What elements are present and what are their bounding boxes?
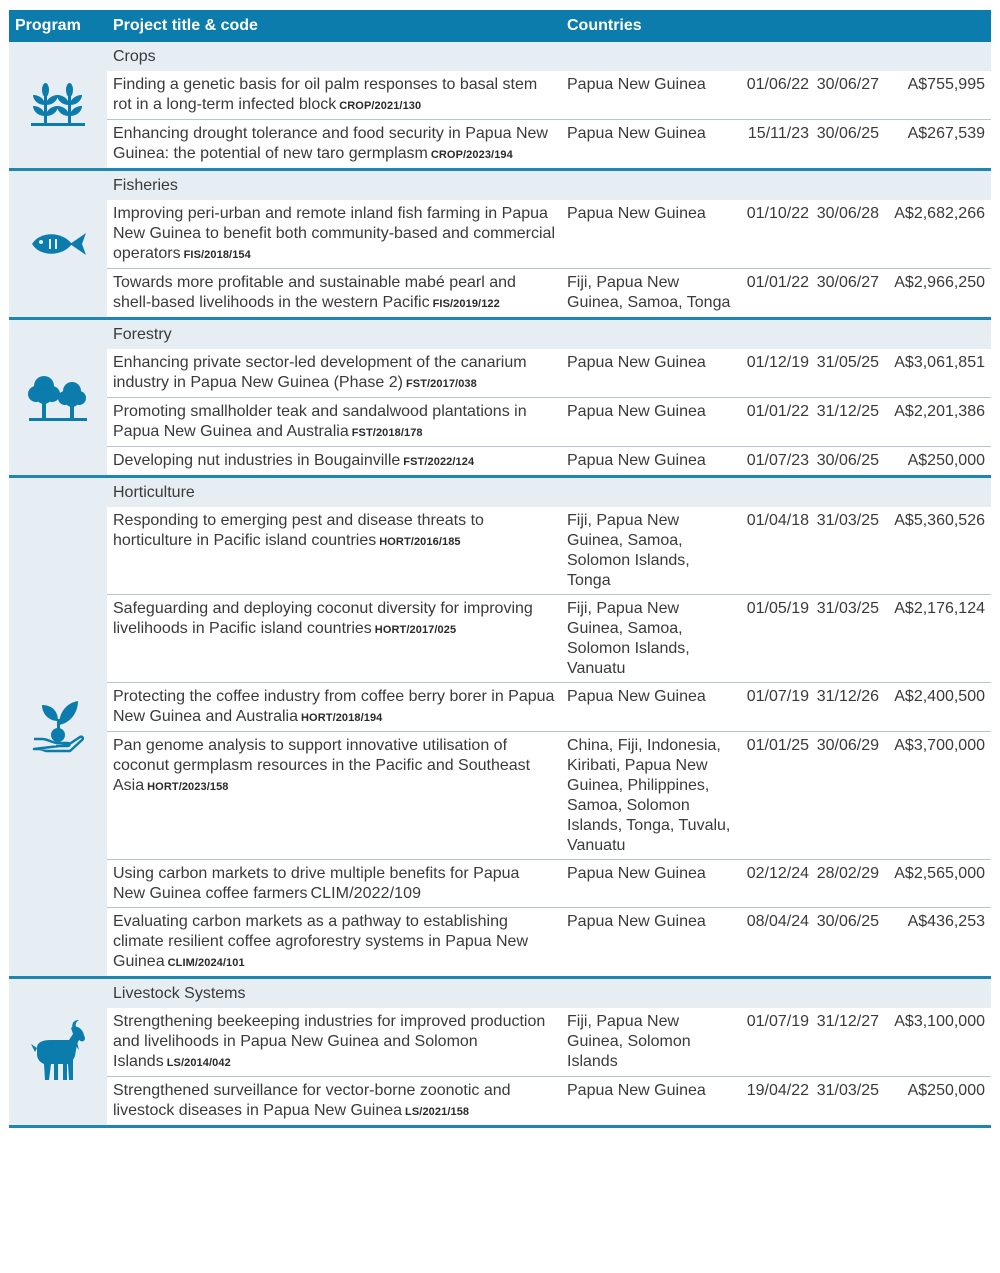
start-date-cell: 01/01/25 — [739, 732, 811, 860]
project-title-cell — [107, 398, 561, 447]
start-date-cell: 01/05/19 — [739, 595, 811, 683]
end-date-cell: 30/06/25 — [811, 908, 881, 978]
table-row — [9, 1008, 991, 1077]
header-title: Project title & code — [107, 10, 561, 42]
project-title-cell — [107, 683, 561, 732]
project-code: CROP/2021/130 — [339, 100, 422, 112]
project-code: HORT/2023/158 — [147, 781, 229, 793]
countries-cell: Papua New Guinea — [561, 860, 739, 908]
start-date-cell: 01/01/22 — [739, 269, 811, 319]
project-title-cell — [107, 269, 561, 319]
end-date-cell: 31/03/25 — [811, 595, 881, 683]
program-icon-cell — [9, 42, 107, 170]
countries-cell: Papua New Guinea — [561, 447, 739, 477]
project-title: Pan genome analysis to support innovative utilisation of coconut germplasm resources in the Pacific and Southeast Asia — [113, 737, 531, 794]
project-title: Finding a genetic basis for oil palm responses to basal stem rot in a long-term infected block — [113, 76, 538, 113]
countries-cell: Papua New Guinea — [561, 398, 739, 447]
header-amount — [881, 10, 991, 42]
fish-icon — [9, 231, 107, 257]
table-row — [9, 732, 991, 860]
project-title-cell — [107, 200, 561, 269]
amount-cell: A$3,100,000 — [894, 1013, 985, 1030]
program-icon-cell — [9, 170, 107, 319]
project-title-cell — [107, 507, 561, 595]
table-row — [9, 1077, 991, 1127]
amount-cell: A$755,995 — [907, 76, 985, 93]
countries-cell: Fiji, Papua New Guinea, Samoa, Tonga — [561, 269, 739, 319]
start-date-cell: 01/07/19 — [739, 683, 811, 732]
end-date-cell: 30/06/27 — [816, 76, 879, 93]
header-countries: Countries — [561, 10, 739, 42]
table-row — [9, 860, 991, 908]
amount-cell: A$267,539 — [881, 120, 991, 170]
end-date-cell: 31/03/25 — [816, 512, 879, 529]
project-title: Evaluating carbon markets as a pathway to establishing climate resilient coffee agroforestry systems in Papua New Guinea — [113, 913, 528, 970]
project-code: FST/2022/124 — [403, 456, 475, 468]
goat-icon — [9, 1020, 107, 1084]
amount-cell: A$2,176,124 — [881, 595, 991, 683]
end-date-cell: 30/06/25 — [811, 447, 881, 477]
amount-cell: A$2,682,266 — [894, 205, 985, 222]
table-row — [9, 269, 991, 319]
program-heading-row — [9, 42, 991, 71]
amount-cell: A$3,700,000 — [881, 732, 991, 860]
end-date-cell: 31/12/26 — [811, 683, 881, 732]
program-name: Livestock Systems — [107, 978, 991, 1009]
project-title-cell — [107, 120, 561, 170]
project-code: HORT/2018/194 — [301, 712, 383, 724]
countries-cell: Papua New Guinea — [561, 1077, 739, 1127]
program-name: Horticulture — [107, 477, 991, 508]
program-name: Forestry — [107, 319, 991, 350]
project-title-cell — [107, 447, 561, 477]
amount-cell: A$3,061,851 — [894, 354, 985, 371]
start-date-cell: 15/11/23 — [739, 120, 811, 170]
program-name: Crops — [107, 42, 991, 71]
project-code: LS/2021/158 — [405, 1106, 470, 1118]
trees-icon — [9, 374, 107, 422]
amount-cell: A$2,966,250 — [881, 269, 991, 319]
table-header — [9, 10, 991, 42]
table-row — [9, 71, 991, 120]
table-row — [9, 398, 991, 447]
end-date-cell: 30/06/28 — [816, 205, 879, 222]
table-row — [9, 349, 991, 398]
project-code: CLIM/2024/101 — [167, 957, 245, 969]
project-title: Enhancing drought tolerance and food security in Papua New Guinea: the potential of new taro germplasm — [113, 125, 548, 162]
countries-cell: Papua New Guinea — [561, 683, 739, 732]
project-code: FST/2018/178 — [351, 427, 423, 439]
program-heading-row — [9, 170, 991, 201]
countries-cell: Papua New Guinea — [567, 205, 706, 222]
table-row — [9, 908, 991, 978]
table-row — [9, 447, 991, 477]
amount-cell: A$2,400,500 — [881, 683, 991, 732]
end-date-cell: 30/06/27 — [811, 269, 881, 319]
end-date-cell: 31/12/25 — [811, 398, 881, 447]
project-title-cell — [107, 1077, 561, 1127]
start-date-cell: 01/07/23 — [739, 447, 811, 477]
amount-cell: A$436,253 — [881, 908, 991, 978]
project-code: HORT/2017/025 — [374, 624, 457, 636]
project-code: CROP/2023/194 — [430, 149, 513, 161]
countries-cell: Fiji, Papua New Guinea, Samoa, Solomon Islands, Tonga — [567, 512, 690, 589]
project-title-cell — [107, 349, 561, 398]
program-heading-row — [9, 477, 991, 508]
start-date-cell: 19/04/22 — [739, 1077, 811, 1127]
program-icon-cell — [9, 319, 107, 477]
seedling-hand-icon — [9, 699, 107, 755]
project-title: Enhancing private sector-led development of the canarium industry in Papua New Guinea (Phase 2) — [113, 354, 527, 391]
countries-cell: Fiji, Papua New Guinea, Solomon Islands — [567, 1013, 691, 1070]
end-date-cell: 31/03/25 — [811, 1077, 881, 1127]
project-title: Improving peri-urban and remote inland fish farming in Papua New Guinea to benefit both community-based and commercial operators — [113, 205, 555, 262]
project-title: Promoting smallholder teak and sandalwood plantations in Papua New Guinea and Australia — [113, 403, 527, 440]
projects-table — [9, 10, 991, 1128]
countries-cell: Papua New Guinea — [567, 76, 706, 93]
amount-cell: A$250,000 — [881, 1077, 991, 1127]
project-title: Using carbon markets to drive multiple benefits for Papua New Guinea coffee farmers — [113, 865, 520, 902]
countries-cell: Papua New Guinea — [567, 354, 706, 371]
project-code: FIS/2018/154 — [183, 249, 251, 261]
project-title: Developing nut industries in Bougainville — [113, 452, 401, 469]
amount-cell: A$250,000 — [881, 447, 991, 477]
project-title-cell — [107, 908, 561, 978]
project-title-cell — [107, 1008, 561, 1077]
header-end — [811, 10, 881, 42]
amount-cell: A$2,565,000 — [881, 860, 991, 908]
project-title-cell — [107, 732, 561, 860]
countries-cell: Papua New Guinea — [561, 908, 739, 978]
countries-cell: China, Fiji, Indonesia, Kiribati, Papua New Guinea, Philippines, Samoa, Solomon Islands, Tonga, Tuvalu, Vanuatu — [561, 732, 739, 860]
project-title: Towards more profitable and sustainable mabé pearl and shell-based livelihoods in the western Pacific — [113, 274, 516, 311]
end-date-cell: 30/06/25 — [811, 120, 881, 170]
project-code: CLIM/2022/109 — [310, 885, 422, 902]
end-date-cell: 30/06/29 — [811, 732, 881, 860]
program-name: Fisheries — [107, 170, 991, 201]
countries-cell: Fiji, Papua New Guinea, Samoa, Solomon Islands, Vanuatu — [561, 595, 739, 683]
project-code: FST/2017/038 — [405, 378, 477, 390]
header-start — [739, 10, 811, 42]
project-title-cell — [107, 595, 561, 683]
end-date-cell: 31/05/25 — [816, 354, 879, 371]
start-date-cell: 02/12/24 — [739, 860, 811, 908]
project-title: Strengthening beekeeping industries for improved production and livelihoods in Papua New Guinea and Solomon Islands — [113, 1013, 546, 1070]
project-code: HORT/2016/185 — [379, 536, 461, 548]
project-title-cell — [107, 71, 561, 120]
countries-cell: Papua New Guinea — [561, 120, 739, 170]
start-date-cell: 08/04/24 — [739, 908, 811, 978]
start-date-cell: 01/06/22 — [746, 76, 809, 93]
project-title-cell — [107, 860, 561, 908]
program-icon-cell — [9, 978, 107, 1127]
table-row — [9, 507, 991, 595]
program-heading-row — [9, 978, 991, 1009]
table-row — [9, 120, 991, 170]
end-date-cell: 31/12/27 — [816, 1013, 879, 1030]
end-date-cell: 28/02/29 — [811, 860, 881, 908]
amount-cell: A$5,360,526 — [894, 512, 985, 529]
start-date-cell: 01/12/19 — [746, 354, 809, 371]
program-icon-cell — [9, 477, 107, 978]
project-title: Safeguarding and deploying coconut diversity for improving livelihoods in Pacific island countries — [113, 600, 533, 637]
project-title: Responding to emerging pest and disease threats to horticulture in Pacific island countries — [113, 512, 484, 549]
project-code: FIS/2019/122 — [432, 298, 500, 310]
project-title: Strengthened surveillance for vector-borne zoonotic and livestock diseases in Papua New Guinea — [113, 1082, 511, 1119]
plants-icon — [9, 83, 107, 127]
table-row — [9, 200, 991, 269]
start-date-cell: 01/10/22 — [746, 205, 809, 222]
start-date-cell: 01/01/22 — [739, 398, 811, 447]
project-code: LS/2014/042 — [166, 1057, 231, 1069]
table-row — [9, 683, 991, 732]
start-date-cell: 01/07/19 — [746, 1013, 809, 1030]
project-title: Protecting the coffee industry from coffee berry borer in Papua New Guinea and Australia — [113, 688, 555, 725]
amount-cell: A$2,201,386 — [881, 398, 991, 447]
table-row — [9, 595, 991, 683]
start-date-cell: 01/04/18 — [746, 512, 809, 529]
program-heading-row — [9, 319, 991, 350]
header-program: Program — [9, 10, 107, 42]
